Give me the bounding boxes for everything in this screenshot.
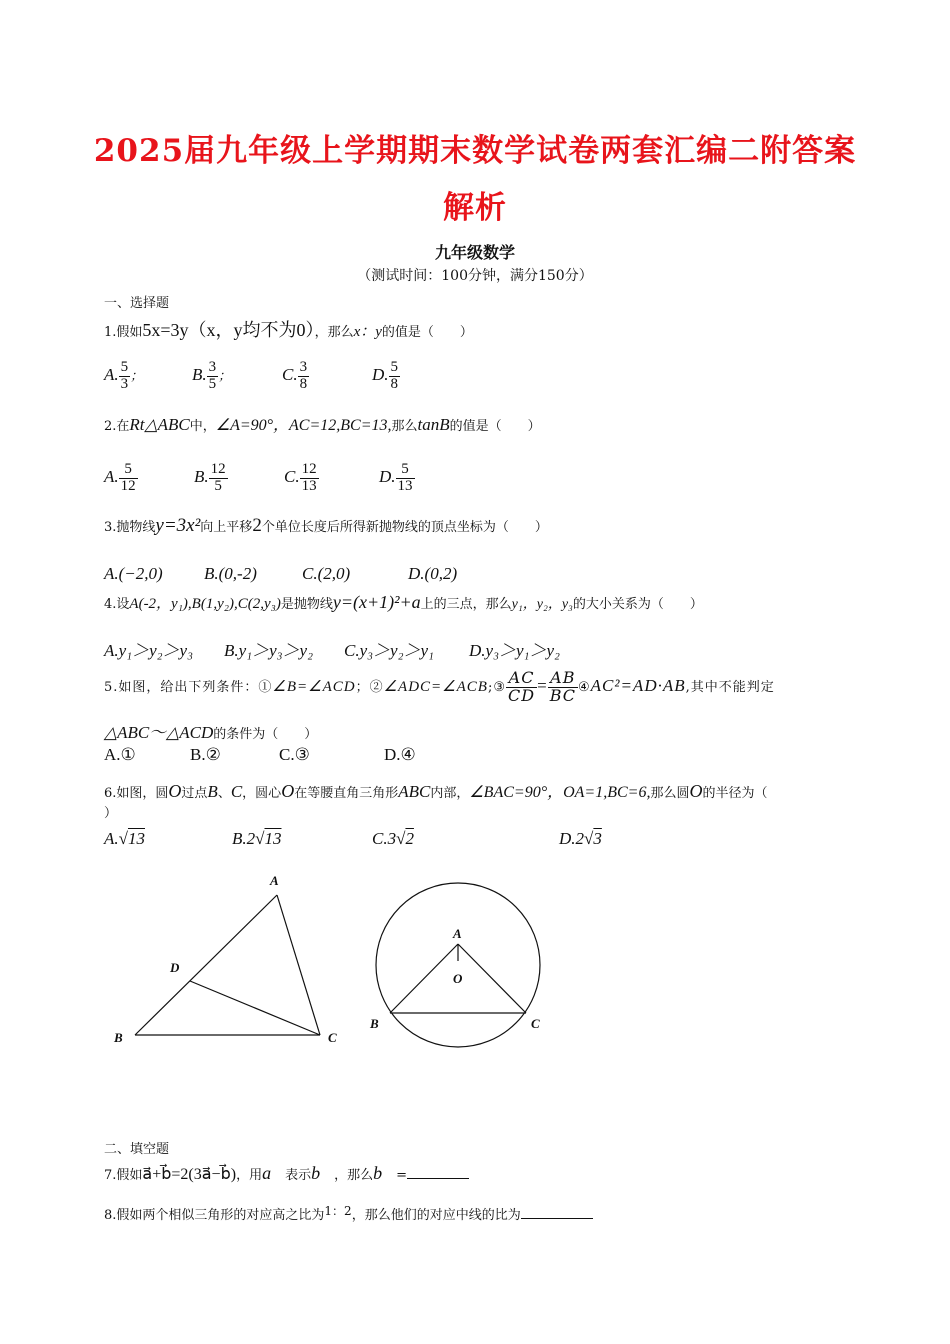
option-d: D.(0,2) xyxy=(408,564,458,583)
option-b: B.② xyxy=(190,745,221,764)
question-8: 8.假如两个相似三角形的对应高之比为1：2，那么他们的对应中线的比为 xyxy=(104,1202,593,1223)
question-3: 3.抛物线y=3x²向上平移2个单位长度后所得新抛物线的顶点坐标为（ ） xyxy=(104,515,548,536)
option-c: C.3√2 xyxy=(372,829,414,848)
page-title: 2025届九年级上学期期末数学试卷两套汇编二附答案 xyxy=(93,133,857,169)
option-d: D.2√3 xyxy=(559,829,602,848)
option-b: B. $\frac{3}{5}$ ； xyxy=(192,359,232,392)
answer-blank-8[interactable] xyxy=(521,1206,593,1219)
option-d: D.y₃＞y₁＞y₂ xyxy=(469,641,560,660)
option-a: A.(−2,0) xyxy=(104,564,163,583)
question-7: 7.假如a⃗+b⃗=2(3a⃗−b⃗)，用a⃗表示b⃗，那么b⃗= xyxy=(104,1163,469,1184)
option-d: D. $\frac{5}{8}$ xyxy=(372,359,399,392)
option-a: A. $\frac{5}{3}$ ； xyxy=(104,359,144,392)
side-ab xyxy=(390,944,458,1013)
label-a: A xyxy=(270,873,279,888)
option-a: A.y₁＞y₂＞y₃ xyxy=(104,641,194,660)
question-6: 6.如图，圆O过点B、C，圆心O在等腰直角三角形ABC内部，∠BAC=90°，OA=1,BC=6,那么圆O的半径为（ xyxy=(104,781,768,801)
label-d: D xyxy=(170,960,180,975)
question-5-line-2: △ABC～△ACD的条件为（ ） xyxy=(104,723,318,742)
option-c: C. $\frac{12}{13}$ xyxy=(284,461,317,494)
exam-time-note: （测试时间：100分钟，满分150分） xyxy=(357,268,593,284)
option-b: B.y₁＞y₃＞y₂ xyxy=(224,641,314,660)
segment-dc xyxy=(190,981,320,1035)
option-d: D.④ xyxy=(384,745,416,764)
option-c: C. $\frac{3}{8}$ xyxy=(282,359,308,392)
question-4: 4.设A(-2，y₁),B(1,y₂),C(2,y₃)是抛物线y=(x+1)²+a上的三点，那么y₁，y₂，y₃的大小关系为（ ） xyxy=(104,592,703,612)
circle-figure xyxy=(360,868,560,1068)
option-a: A. $\frac{5}{12}$ xyxy=(104,461,136,494)
option-a: A.√13 xyxy=(104,829,145,848)
option-c: C.(2,0) xyxy=(302,564,351,583)
side-ac xyxy=(458,944,526,1013)
answer-blank-7[interactable] xyxy=(407,1166,469,1179)
label-c: C xyxy=(328,1030,337,1045)
option-d: D. $\frac{5}{13}$ xyxy=(379,461,413,494)
option-c: C.y₃＞y₂＞y₁ xyxy=(344,641,434,660)
label-o: O xyxy=(453,971,463,986)
question-2: 2.在Rt△ABC中，∠A=90°，AC=12,BC=13,那么tanB的值是（ ） xyxy=(104,415,541,434)
question-6-line-2: ） xyxy=(104,806,118,821)
option-c: C.③ xyxy=(279,745,310,764)
triangle-figure xyxy=(100,868,350,1058)
label-a: A xyxy=(453,926,462,941)
label-b: B xyxy=(114,1030,123,1045)
question-1: 1.假如5x=3y（x，y均不为0），那么x：y的值是（ ） xyxy=(104,320,473,340)
side-ac xyxy=(277,895,320,1035)
option-a: A.① xyxy=(104,745,136,764)
circle-o xyxy=(376,883,540,1047)
option-b: B.2√13 xyxy=(232,829,282,848)
label-b: B xyxy=(370,1016,379,1031)
option-b: B. $\frac{12}{5}$ xyxy=(194,461,226,494)
section-heading-fill: 二、填空题 xyxy=(104,1142,170,1157)
option-b: B.(0,-2) xyxy=(204,564,257,583)
section-heading-choice: 一、选择题 xyxy=(104,296,170,311)
side-ab xyxy=(135,895,277,1035)
label-c: C xyxy=(531,1016,540,1031)
page-title-continued: 解析 xyxy=(443,190,507,226)
exam-subtitle: 九年级数学 xyxy=(434,243,515,262)
question-5: 5.如图，给出下列条件：①∠B=∠ACD；②∠ADC=∠ACB;③ $\frac{AC}{CD}$ = $\frac{AB}{BC}$ ④AC²=AD·AB,其中不能判定 xyxy=(104,668,775,705)
